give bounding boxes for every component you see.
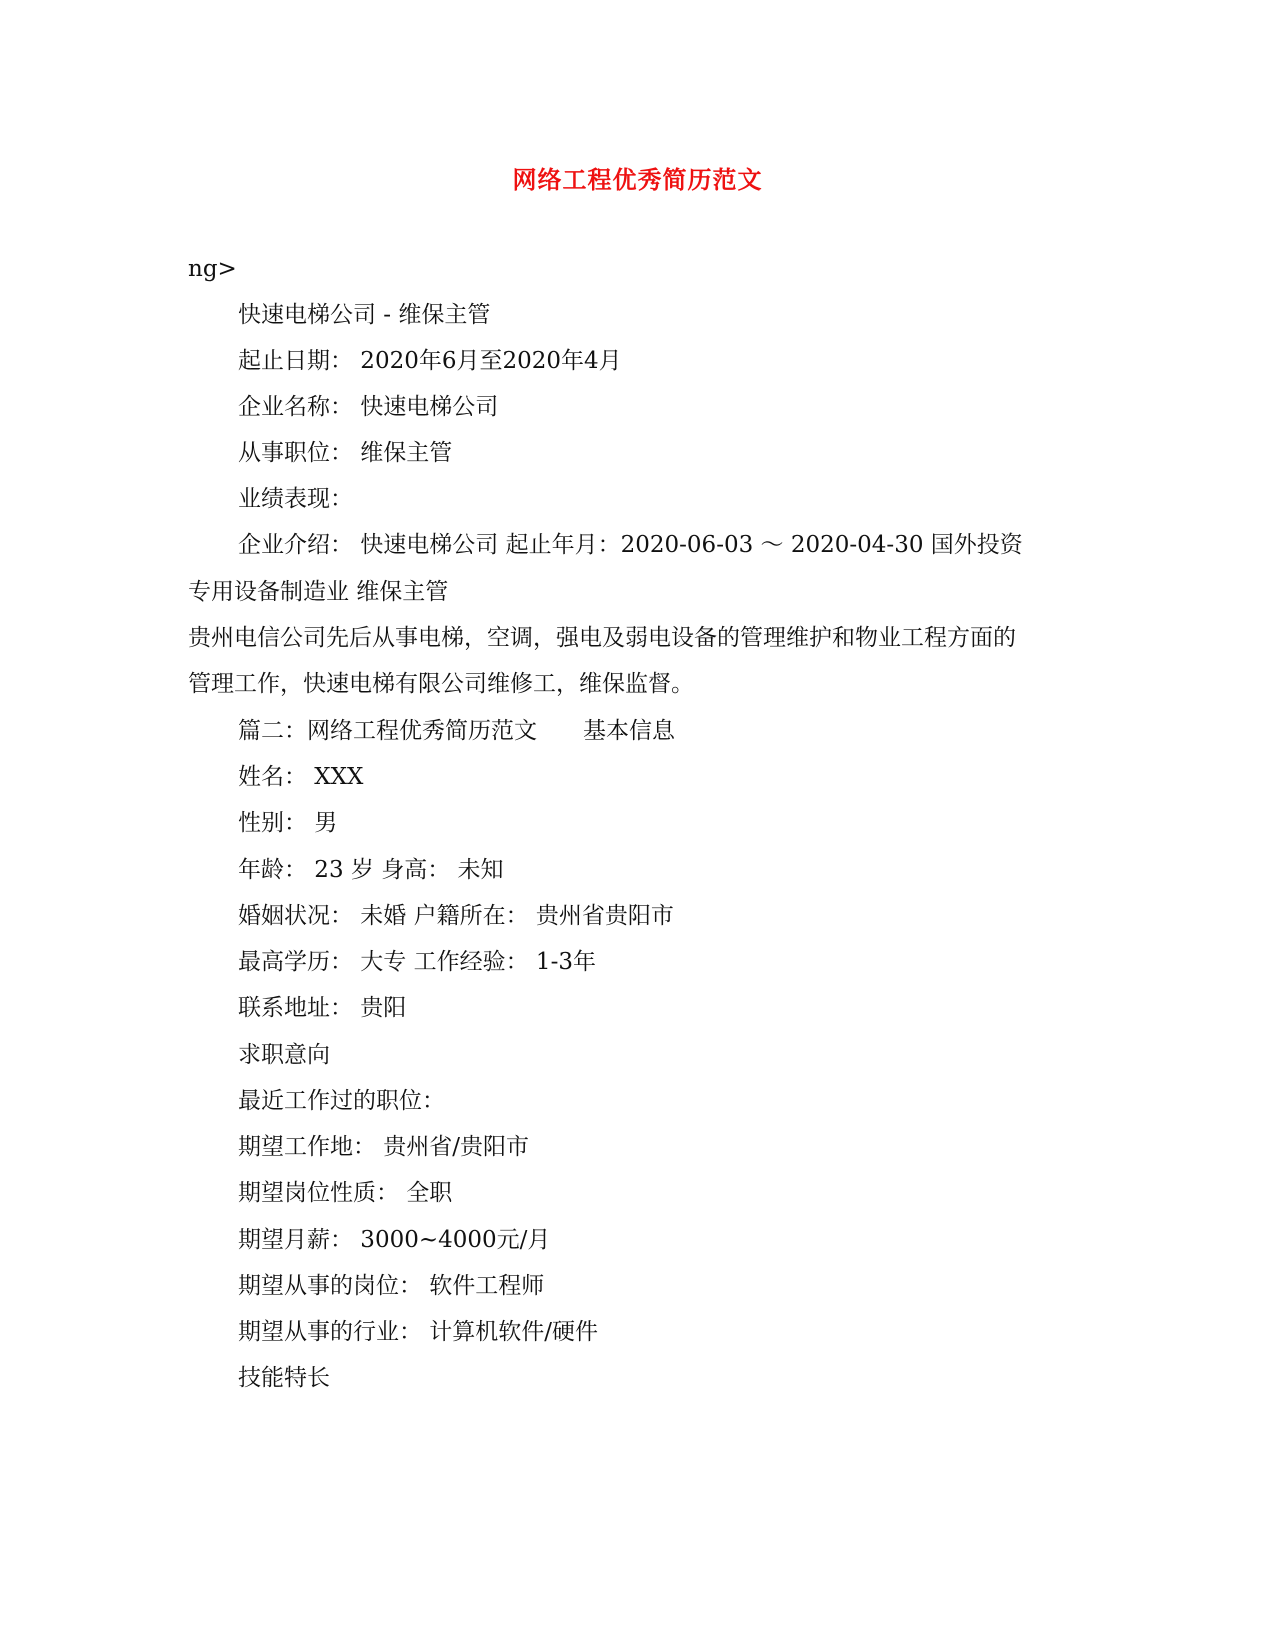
text-line: 期望从事的行业： 计算机软件/硬件 bbox=[238, 1319, 599, 1345]
text-line: 期望从事的岗位： 软件工程师 bbox=[238, 1273, 545, 1299]
text-line: 期望工作地： 贵州省/贵阳市 bbox=[238, 1134, 530, 1160]
text-line: 期望月薪： 3000~4000元/月 bbox=[238, 1227, 551, 1253]
text-line: ng> bbox=[188, 256, 237, 282]
text-line: 企业名称： 快速电梯公司 bbox=[238, 394, 499, 420]
text-line: 最高学历： 大专 工作经验： 1-3年 bbox=[238, 949, 596, 975]
text-line: 企业介绍： 快速电梯公司 起止年月：2020-06-03 ～ 2020-04-30 国外投资 bbox=[238, 532, 1023, 558]
text-line: 贵州电信公司先后从事电梯，空调，强电及弱电设备的管理维护和物业工程方面的 bbox=[188, 625, 1016, 651]
text-line: 管理工作，快速电梯有限公司维修工，维保监督。 bbox=[188, 671, 694, 697]
text-line: 婚姻状况： 未婚 户籍所在： 贵州省贵阳市 bbox=[238, 903, 674, 929]
text-line: 期望岗位性质： 全职 bbox=[238, 1180, 453, 1206]
text-line: 联系地址： 贵阳 bbox=[238, 995, 407, 1021]
text-line: 技能特长 bbox=[238, 1365, 330, 1391]
text-line: 专用设备制造业 维保主管 bbox=[188, 579, 449, 605]
text-line: 快速电梯公司 - 维保主管 bbox=[238, 302, 491, 328]
text-line: 性别： 男 bbox=[238, 810, 338, 836]
text-line: 姓名： XXX bbox=[238, 764, 364, 790]
text-line: 业绩表现： bbox=[238, 486, 353, 512]
text-line: 求职意向 bbox=[238, 1042, 330, 1068]
text-line: 起止日期： 2020年6月至2020年4月 bbox=[238, 348, 622, 374]
text-line: 年龄： 23 岁 身高： 未知 bbox=[238, 857, 504, 883]
document-title: 网络工程优秀简历范文 bbox=[512, 165, 763, 194]
text-line: 篇二：网络工程优秀简历范文 基本信息 bbox=[238, 718, 675, 744]
text-line: 最近工作过的职位： bbox=[238, 1088, 445, 1114]
text-line: 从事职位： 维保主管 bbox=[238, 440, 453, 466]
